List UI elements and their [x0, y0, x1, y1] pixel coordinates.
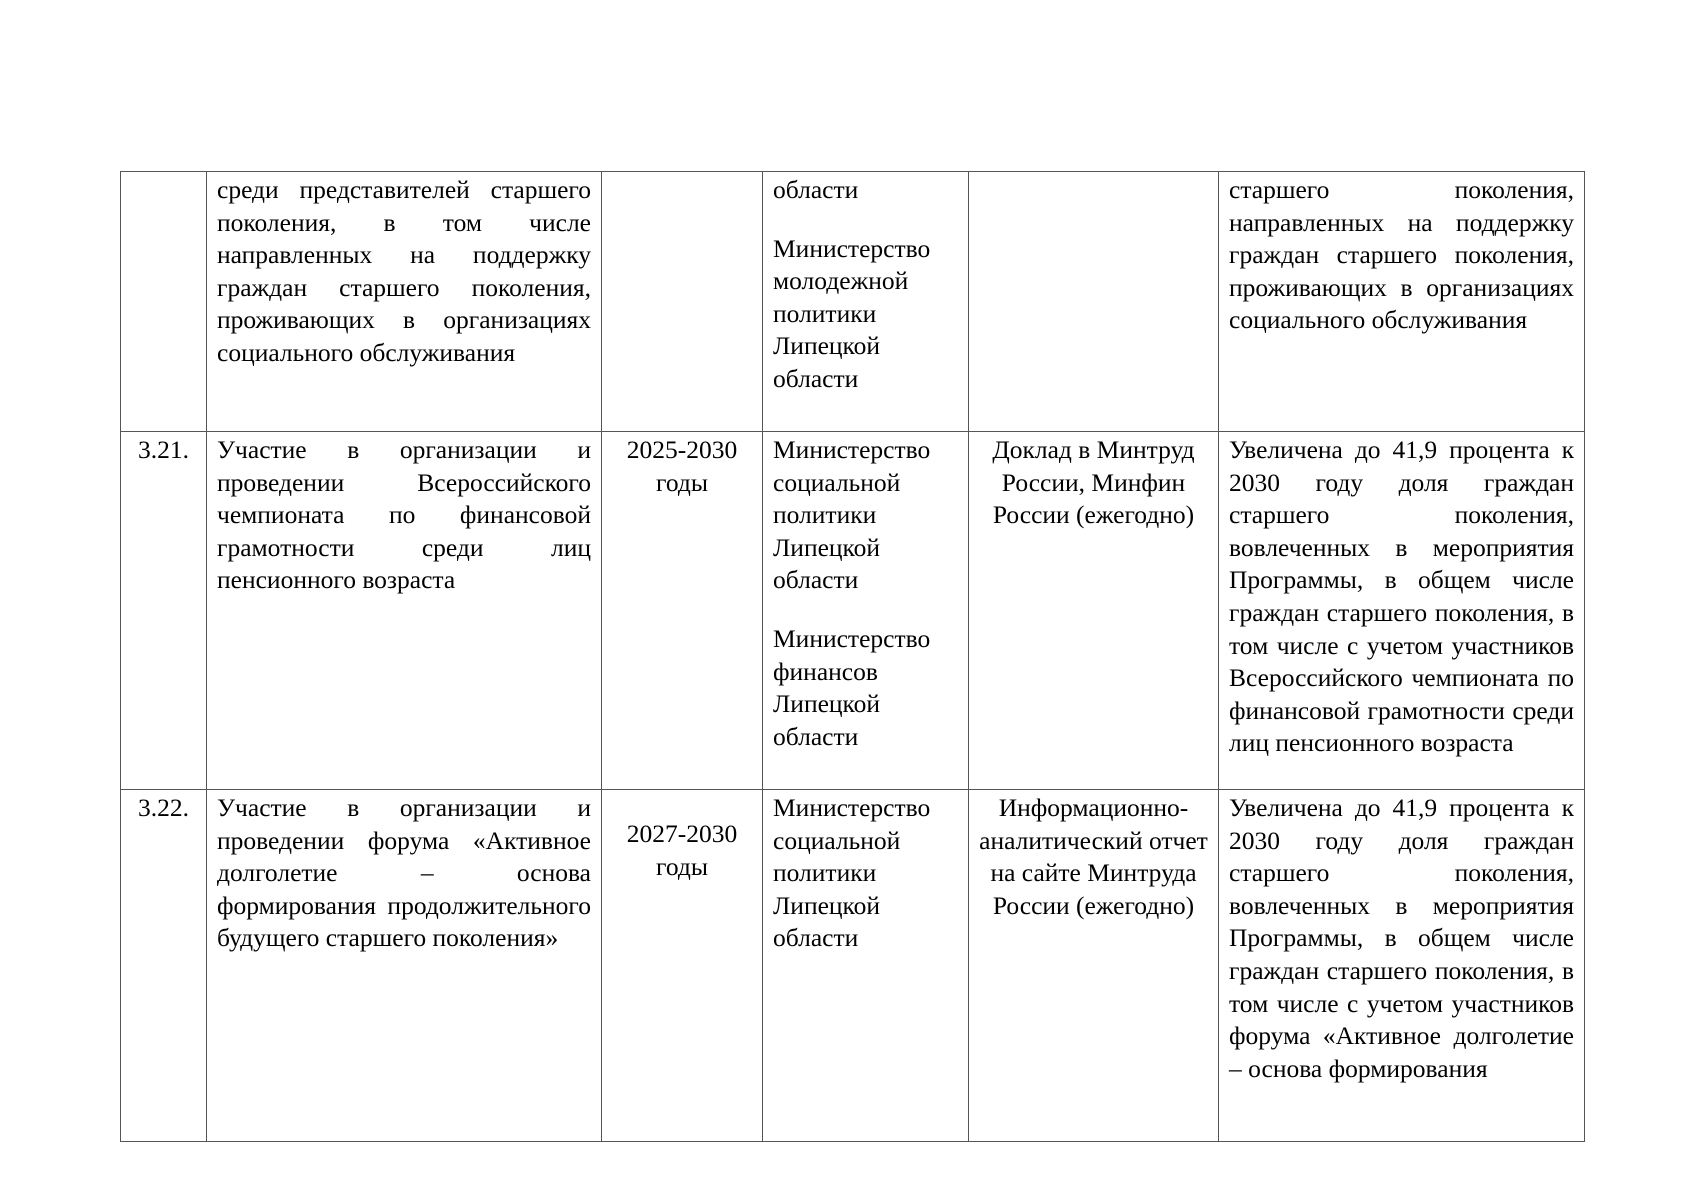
executor: Министерство социальной политики Липецкой области: [773, 793, 931, 953]
executor: Министерство финансов Липецкой области: [773, 623, 931, 751]
expected-result: Увеличена до 41,9 процента к 2030 году доля граждан старшего поколения, вовлеченных в мероприятия Программы, в общем числе граждан старшего поколения, в том числе с учетом участников форума «Активное долголетие – основа формирования: [1219, 790, 1585, 1142]
period: [602, 172, 763, 432]
event-description: Участие в организации и проведении Всероссийского чемпионата по финансовой грамотности среди лиц пенсионного возраста: [207, 432, 602, 790]
executor: области: [773, 175, 859, 204]
report-form: Информационно-аналитический отчет на сайте Минтруда России (ежегодно): [969, 790, 1219, 1142]
report-form: [969, 172, 1219, 432]
row-number: 3.21.: [121, 432, 207, 790]
measures-table: [120, 171, 1585, 1142]
report-form: Доклад в Минтруд России, Минфин России (ежегодно): [969, 432, 1219, 790]
period: 2025-2030 годы: [602, 432, 763, 790]
period: 2027-2030 годы: [602, 790, 763, 1142]
expected-result: старшего поколения, направленных на поддержку граждан старшего поколения, проживающих в организациях социального обслуживания: [1219, 172, 1585, 432]
event-description: среди представителей старшего поколения, в том числе направленных на поддержку граждан старшего поколения, проживающих в организациях социального обслуживания: [207, 172, 602, 432]
table-row: [121, 172, 1585, 432]
executors: [763, 432, 969, 790]
expected-result: Увеличена до 41,9 процента к 2030 году доля граждан старшего поколения, вовлеченных в мероприятия Программы, в общем числе граждан старшего поколения, в том числе с учетом участников Всероссийского чемпионата по финансовой грамотности среди лиц пенсионного возраста: [1219, 432, 1585, 790]
executors: [763, 790, 969, 1142]
executor: Министерство молодежной политики Липецкой области: [773, 233, 931, 393]
executors: [763, 172, 969, 432]
row-number: 3.22.: [121, 790, 207, 1142]
table-row: [121, 432, 1585, 790]
table-row: [121, 790, 1585, 1142]
executor: Министерство социальной политики Липецкой области: [773, 435, 931, 595]
row-number: [121, 172, 207, 432]
event-description: Участие в организации и проведении форума «Активное долголетие – основа формирования продолжительного будущего старшего поколения»: [207, 790, 602, 1142]
